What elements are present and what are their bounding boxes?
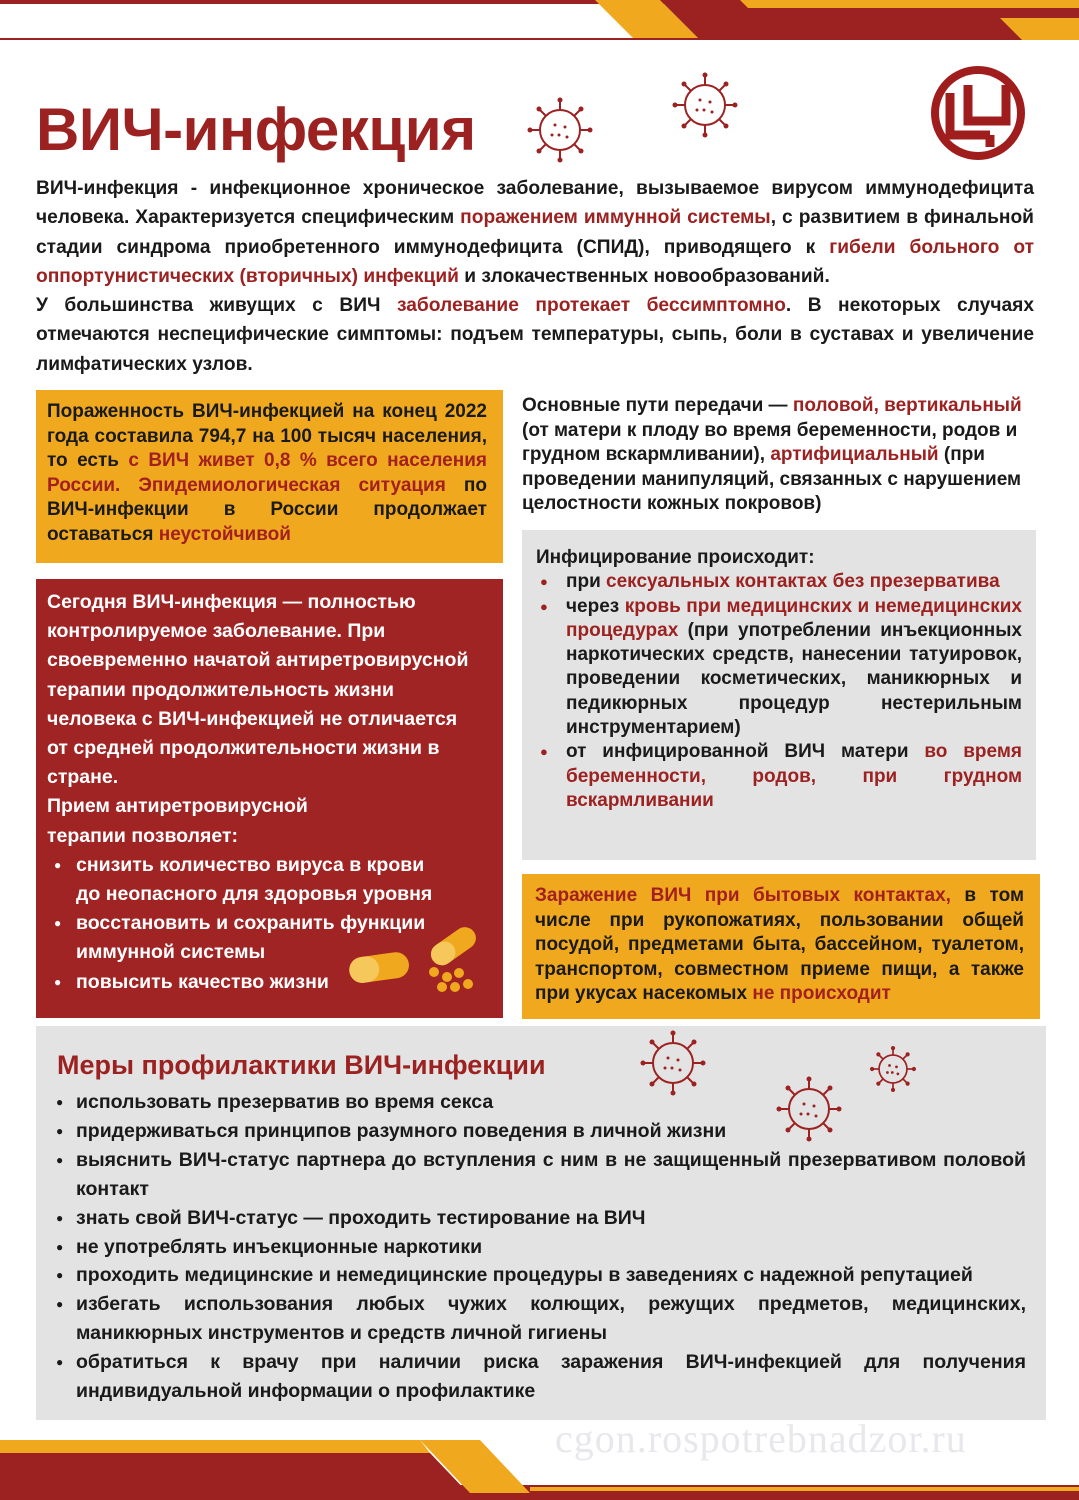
page-title: ВИЧ-инфекция bbox=[36, 96, 476, 163]
prevention-title: Меры профилактики ВИЧ-инфекции bbox=[57, 1050, 546, 1080]
prevention-list bbox=[56, 1088, 1026, 1406]
virus-icon bbox=[870, 1046, 916, 1092]
prevention-item: ● выяснить ВИЧ-статус партнера до вступления с ним в не защищенный презервативом половой контакт bbox=[56, 1146, 1026, 1204]
transmission-routes-text bbox=[522, 394, 1042, 517]
text-segment: , с развитием в финальной стадии синдрома приобретенного иммунодефицита (СПИД), приводящего к bbox=[36, 207, 1034, 258]
text-segment: (при употреблении инъекционных наркотических средств, нанесении татуировок, проведении косметических, маникюрных и педикюрных процедур нестерильным инструментарием) bbox=[566, 619, 1022, 739]
top-stripes-decoration bbox=[0, 0, 1079, 70]
therapy-benefits-heading: Прием антиретровирусной терапии позволяет: bbox=[47, 795, 308, 847]
pills-icon bbox=[344, 927, 494, 997]
intro-text bbox=[36, 174, 1034, 379]
text-segment: Основные пути передачи — bbox=[522, 395, 793, 416]
infection-list bbox=[536, 570, 1022, 813]
text-segment: Пораженность ВИЧ-инфекцией на конец 2022 года составила 794,7 на 100 тысяч населения, то есть bbox=[47, 401, 487, 472]
highlighted-text: сексуальных контактах без презерватива bbox=[606, 571, 1000, 593]
infection-heading: Инфицирование происходит: bbox=[536, 547, 815, 568]
highlighted-text: не происходит bbox=[752, 983, 891, 1005]
infection-item bbox=[536, 740, 1022, 813]
virus-icon bbox=[527, 97, 593, 163]
highlighted-text: во время беременности, родов, при грудном вскармливании bbox=[566, 741, 1022, 811]
highlighted-text: с ВИЧ живет 0,8 % всего населения России. Эпидемиологическая ситуация bbox=[47, 450, 487, 496]
virus-icon bbox=[672, 72, 738, 138]
highlighted-text: заболевание протекает бессимптомно bbox=[396, 295, 786, 317]
therapy-box bbox=[36, 579, 503, 1018]
therapy-benefit-item: ● снизить количество вируса в крови до неопасного для здоровья уровня bbox=[47, 851, 437, 909]
therapy-benefit-item: ● восстановить и сохранить функции иммунной системы bbox=[47, 909, 437, 967]
text-segment: ВИЧ-инфекция - инфекционное хроническое заболевание, вызываемое вирусом иммунодефицита человека. Характеризуется специфическим bbox=[36, 178, 1034, 229]
highlighted-text: половой, вертикальный bbox=[792, 395, 1022, 416]
prevention-item: ● проходить медицинские и немедицинские процедуры в заведениях с надежной репутацией bbox=[56, 1261, 1026, 1290]
text-segment: и злокачественных новообразований. bbox=[458, 265, 830, 287]
text-segment: от инфицированной ВИЧ матери bbox=[566, 741, 925, 763]
infection-item bbox=[536, 570, 1022, 594]
text-segment: при bbox=[566, 571, 607, 593]
infection-ways-box bbox=[522, 530, 1036, 860]
prevention-box bbox=[36, 1026, 1046, 1420]
prevention-item: ● не употреблять инъекционные наркотики bbox=[56, 1233, 1026, 1262]
highlighted-text: артифициальный bbox=[770, 444, 939, 466]
website-watermark: cgon.rospotrebnadzor.ru bbox=[555, 1416, 967, 1461]
intro-paragraph-1 bbox=[36, 174, 1034, 291]
prevention-item: ● избегать использования любых чужих колющих, режущих предметов, медицинских, маникюрных инструментов и средств личной гигиены bbox=[56, 1290, 1026, 1348]
prevention-item: ● обратиться к врачу при наличии риска заражения ВИЧ-инфекцией для получения индивидуальной информации о профилактике bbox=[56, 1348, 1026, 1406]
text-segment: через bbox=[566, 595, 625, 617]
infection-item bbox=[536, 595, 1022, 741]
highlighted-text: поражением иммунной системы bbox=[460, 207, 771, 229]
highlighted-text: гибели больного от оппортунистических (вторичных) инфекций bbox=[36, 236, 1034, 287]
highlighted-text: неустойчивой bbox=[158, 523, 291, 545]
prevention-item: ● придерживаться принципов разумного поведения в личной жизни bbox=[56, 1117, 1026, 1146]
highlighted-text: кровь при медицинских и немедицинских процедурах bbox=[566, 595, 1022, 641]
virus-icon bbox=[640, 1030, 706, 1096]
highlighted-text: Заражение ВИЧ при бытовых контактах, bbox=[535, 885, 951, 906]
prevention-item: ● использовать презерватив во время секса bbox=[56, 1088, 1026, 1117]
rospotrebnadzor-logo-icon bbox=[928, 63, 1028, 163]
prevention-item: ● знать свой ВИЧ-статус — проходить тестирование на ВИЧ bbox=[56, 1204, 1026, 1233]
text-segment: . В некоторых случаях отмечаются неспецифические симптомы: подъем температуры, сыпь, боли в суставах и увеличение лимфатических узлов. bbox=[36, 295, 1034, 375]
therapy-benefit-item: ● повысить качество жизни bbox=[47, 968, 493, 997]
prevalence-box bbox=[36, 390, 503, 563]
text-segment: (от матери к плоду во время беременности, родов и грудном вскармливании), bbox=[522, 419, 1018, 466]
intro-paragraph-2 bbox=[36, 291, 1034, 379]
text-segment: по ВИЧ-инфекции в России продолжает оставаться bbox=[47, 474, 487, 545]
therapy-paragraph: Сегодня ВИЧ-инфекция — полностью контролируемое заболевание. При своевременно начатой антиретровирусной терапии продолжительность жизни человека с ВИЧ-инфекцией не отличается от средней продолжительности жизни в стране. bbox=[47, 591, 469, 789]
text-segment: (при проведении манипуляций, связанных с нарушением целостности кожных покровов) bbox=[522, 444, 1022, 515]
text-segment: У большинства живущих с ВИЧ bbox=[36, 295, 397, 317]
virus-icon bbox=[776, 1076, 842, 1142]
text-segment: в том числе при рукопожатиях, пользовании общей посудой, предметами быта, бассейном, туалетом, транспортом, совместном приеме пищи, а также при укусах насекомых bbox=[535, 885, 1025, 1005]
household-contacts-box bbox=[522, 874, 1040, 1019]
